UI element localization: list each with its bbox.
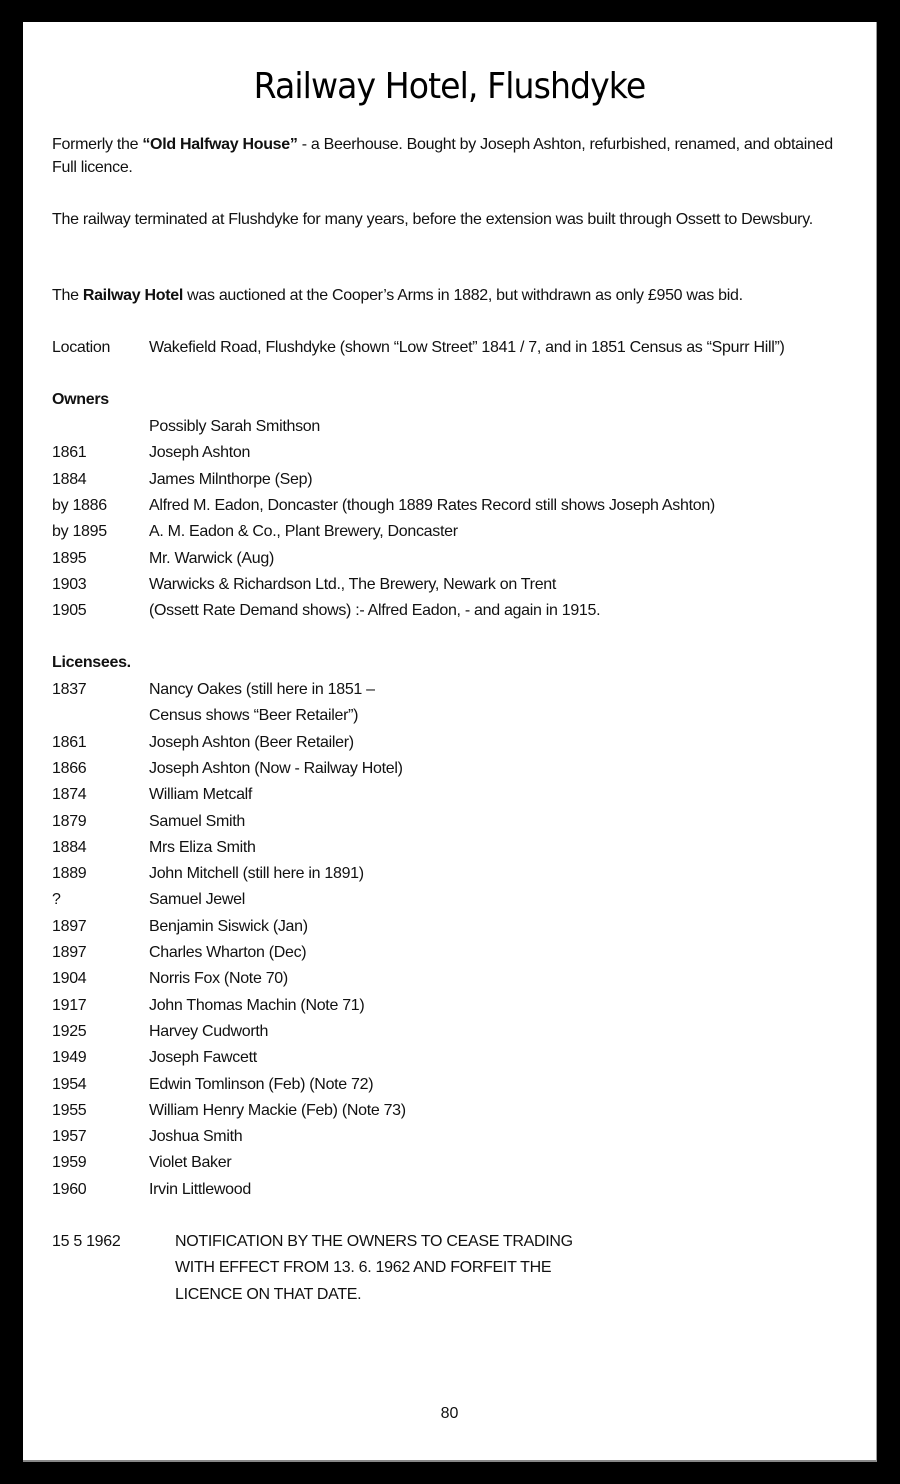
year: 1866 bbox=[52, 759, 87, 777]
year: 1925 bbox=[52, 1022, 87, 1040]
owners-heading: Owners bbox=[52, 391, 109, 408]
name: Mrs Eliza Smith bbox=[149, 838, 256, 856]
year: 1905 bbox=[52, 602, 87, 620]
name: Nancy Oakes (still here in 1851 – bbox=[149, 681, 375, 698]
page-number: 80 bbox=[440, 1405, 459, 1422]
year: 1960 bbox=[52, 1180, 87, 1198]
year: 1884 bbox=[52, 470, 87, 488]
name: Samuel Jewel bbox=[149, 891, 246, 909]
year: by 1895 bbox=[52, 523, 107, 541]
year: 1903 bbox=[52, 575, 87, 593]
location-label: Location bbox=[52, 339, 111, 356]
name: Charles Wharton (Dec) bbox=[149, 944, 307, 961]
notice-line: NOTIFICATION BY THE OWNERS TO CEASE TRADING bbox=[175, 1233, 573, 1250]
document-page bbox=[23, 22, 877, 1462]
year: 1897 bbox=[52, 944, 87, 961]
name: Joshua Smith bbox=[149, 1128, 243, 1146]
location-value: Wakefield Road, Flushdyke (shown “Low Street” 1841 / 7, and in 1851 Census as “Spurr Hill”) bbox=[149, 339, 785, 356]
licensees-heading: Licensees. bbox=[52, 654, 131, 671]
notice-line: WITH EFFECT FROM 13. 6. 1962 AND FORFEIT THE bbox=[175, 1259, 552, 1276]
name: Edwin Tomlinson (Feb) (Note 72) bbox=[149, 1075, 374, 1093]
year: 1957 bbox=[52, 1128, 87, 1146]
year: 1861 bbox=[52, 733, 87, 751]
year: 1884 bbox=[52, 838, 87, 856]
year: by 1886 bbox=[52, 496, 107, 514]
name: (Ossett Rate Demand shows) :- Alfred Eadon, - and again in 1915. bbox=[149, 602, 601, 620]
year: 1874 bbox=[52, 786, 87, 804]
intro-text: - a Beerhouse. Bought by Joseph Ashton, refurbished, renamed, and obtained Full licence. bbox=[52, 136, 833, 176]
name: Samuel Smith bbox=[149, 812, 245, 830]
name: William Henry Mackie (Feb) (Note 73) bbox=[149, 1101, 406, 1119]
name: William Metcalf bbox=[149, 786, 253, 804]
page-title: Railway Hotel, Flushdyke bbox=[253, 66, 646, 107]
intro-paragraph-3 bbox=[52, 284, 852, 307]
year: 1889 bbox=[52, 865, 87, 883]
name: Joseph Fawcett bbox=[149, 1049, 257, 1067]
year: 1904 bbox=[52, 970, 87, 988]
name: A. M. Eadon & Co., Plant Brewery, Doncaster bbox=[149, 523, 458, 541]
year: 1879 bbox=[52, 812, 87, 830]
name: Joseph Ashton bbox=[149, 444, 251, 462]
name: Joseph Ashton (Now - Railway Hotel) bbox=[149, 759, 403, 777]
year: 1895 bbox=[52, 549, 87, 567]
year: ? bbox=[52, 891, 61, 909]
name: James Milnthorpe (Sep) bbox=[149, 470, 313, 488]
notice-line: LICENCE ON THAT DATE. bbox=[175, 1286, 362, 1303]
intro-text: The bbox=[52, 287, 83, 304]
name: Norris Fox (Note 70) bbox=[149, 970, 288, 988]
intro-paragraph-1 bbox=[52, 133, 852, 179]
intro-text: was auctioned at the Cooper’s Arms in 1882, but withdrawn as only £950 was bid. bbox=[182, 287, 743, 304]
year: 1955 bbox=[52, 1101, 87, 1119]
former-name: “Old Halfway House” bbox=[142, 136, 298, 153]
intro-paragraph-2: The railway terminated at Flushdyke for many years, before the extension was built through Ossett to Dewsbury. bbox=[52, 211, 813, 228]
name: Alfred M. Eadon, Doncaster (though 1889 Rates Record still shows Joseph Ashton) bbox=[149, 496, 715, 514]
year: 1837 bbox=[52, 681, 87, 698]
year: 1861 bbox=[52, 444, 87, 462]
name: Irvin Littlewood bbox=[149, 1180, 251, 1198]
name: John Mitchell (still here in 1891) bbox=[149, 865, 364, 883]
name: Joseph Ashton (Beer Retailer) bbox=[149, 733, 354, 751]
name: Census shows “Beer Retailer”) bbox=[149, 707, 359, 725]
name: Harvey Cudworth bbox=[149, 1022, 269, 1040]
hotel-name: Railway Hotel bbox=[82, 287, 183, 304]
notice-date: 15 5 1962 bbox=[52, 1233, 121, 1250]
year: 1949 bbox=[52, 1049, 87, 1067]
name: Warwicks & Richardson Ltd., The Brewery, Newark on Trent bbox=[149, 575, 557, 593]
year: 1959 bbox=[52, 1154, 87, 1172]
year: 1954 bbox=[52, 1075, 87, 1093]
name: Possibly Sarah Smithson bbox=[149, 418, 320, 435]
year: 1897 bbox=[52, 917, 87, 935]
name: Mr. Warwick (Aug) bbox=[149, 549, 274, 567]
intro-text: Formerly the bbox=[52, 136, 143, 153]
name: Benjamin Siswick (Jan) bbox=[149, 917, 308, 935]
name: John Thomas Machin (Note 71) bbox=[149, 996, 365, 1014]
year: 1917 bbox=[52, 996, 87, 1014]
name: Violet Baker bbox=[149, 1154, 232, 1172]
